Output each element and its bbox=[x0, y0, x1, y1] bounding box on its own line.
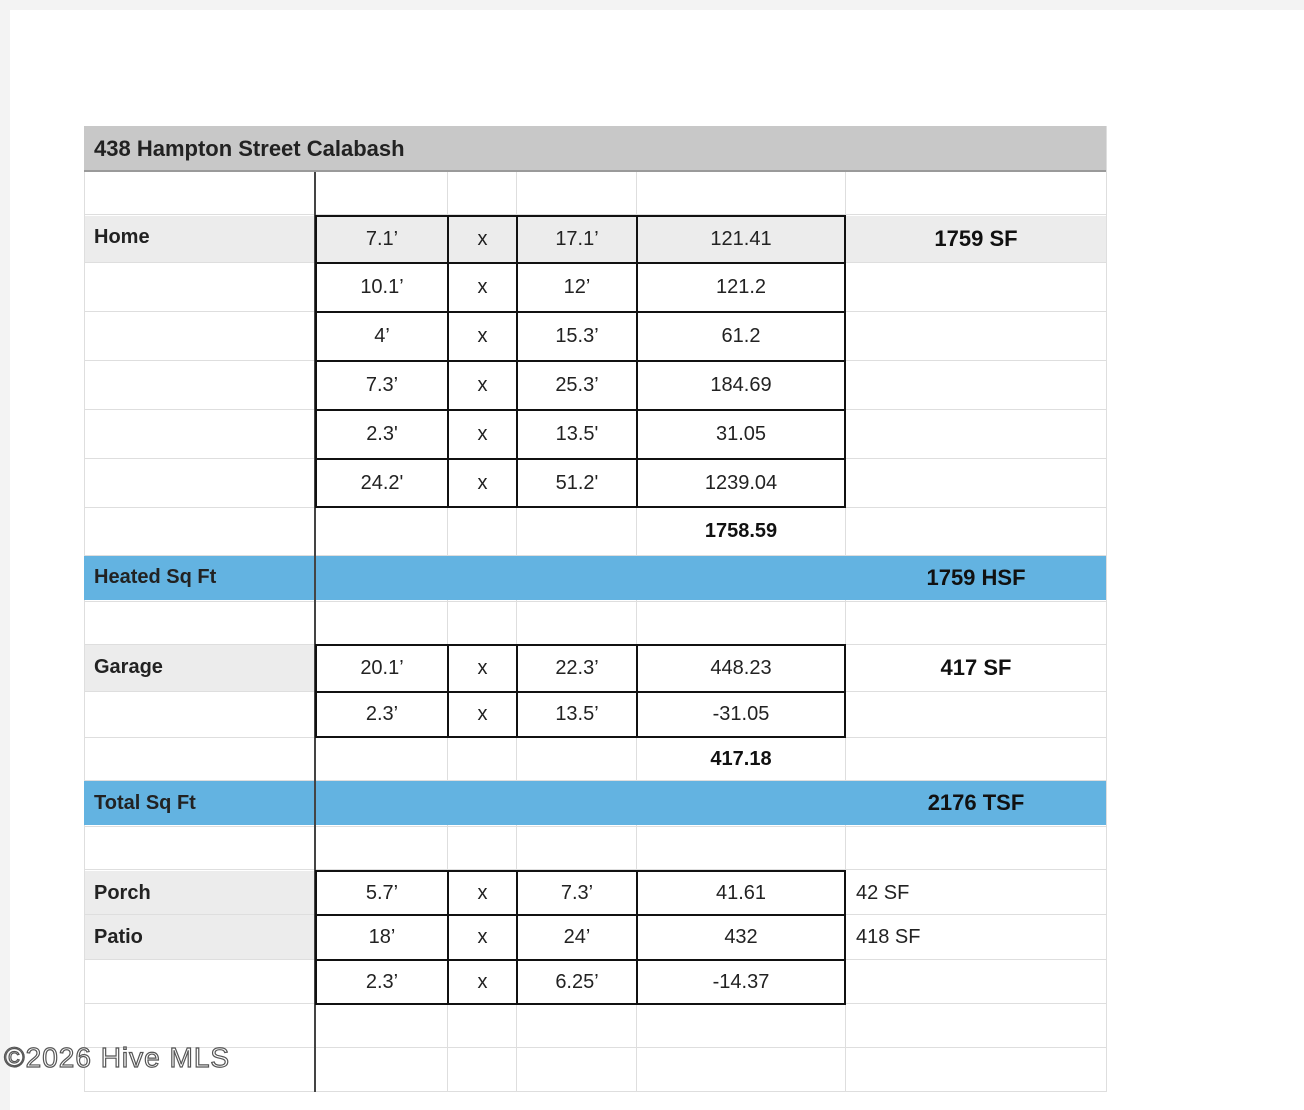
grid-line bbox=[84, 1047, 1106, 1048]
home-width-cell: 7.3’ bbox=[315, 360, 449, 411]
home-area-cell: 121.41 bbox=[636, 215, 846, 264]
garage-width-cell: 20.1’ bbox=[315, 644, 449, 693]
garage-area-cell: -31.05 bbox=[636, 691, 846, 738]
patio-area-cell: -14.37 bbox=[636, 959, 846, 1005]
porch-width-cell: 5.7’ bbox=[315, 870, 449, 916]
home-length-cell: 25.3’ bbox=[516, 360, 638, 411]
porch-area-cell: 41.61 bbox=[636, 870, 846, 916]
mls-watermark: ©2026 Hive MLS bbox=[4, 1042, 231, 1073]
home-total: 1759 SF bbox=[934, 226, 1018, 251]
home-times-cell: x bbox=[447, 458, 518, 508]
patio-width-cell: 2.3’ bbox=[315, 959, 449, 1005]
home-times-cell: x bbox=[447, 215, 518, 264]
home-width-cell: 7.1’ bbox=[315, 215, 449, 264]
home-width-cell: 10.1’ bbox=[315, 262, 449, 313]
home-width-cell: 4’ bbox=[315, 311, 449, 362]
grid-line bbox=[84, 126, 85, 1092]
home-area-cell: 121.2 bbox=[636, 262, 846, 313]
patio-times-cell: x bbox=[447, 959, 518, 1005]
home-area-cell: 1239.04 bbox=[636, 458, 846, 508]
patio-times-cell: x bbox=[447, 914, 518, 961]
home-length-cell: 15.3’ bbox=[516, 311, 638, 362]
home-length-cell: 13.5' bbox=[516, 409, 638, 460]
porch-times-cell: x bbox=[447, 870, 518, 916]
total-label: Total Sq Ft bbox=[94, 792, 196, 814]
heated-total: 1759 HSF bbox=[926, 565, 1026, 590]
total-sqft: 2176 TSF bbox=[927, 790, 1025, 815]
garage-length-cell: 22.3’ bbox=[516, 644, 638, 693]
porch-length-cell: 7.3’ bbox=[516, 870, 638, 916]
patio-total: 418 SF bbox=[856, 926, 921, 948]
patio-area-cell: 432 bbox=[636, 914, 846, 961]
garage-subtotal: 417.18 bbox=[710, 747, 772, 770]
patio-width-cell: 18’ bbox=[315, 914, 449, 961]
home-length-cell: 17.1’ bbox=[516, 215, 638, 264]
home-subtotal: 1758.59 bbox=[704, 519, 778, 542]
patio-label: Patio bbox=[94, 926, 143, 948]
home-times-cell: x bbox=[447, 360, 518, 411]
home-length-cell: 12’ bbox=[516, 262, 638, 313]
grid-line bbox=[1106, 126, 1107, 1092]
grid-line bbox=[84, 601, 1106, 602]
home-times-cell: x bbox=[447, 409, 518, 460]
heated-label: Heated Sq Ft bbox=[94, 566, 217, 588]
grid-line bbox=[84, 1091, 1106, 1092]
garage-area-cell: 448.23 bbox=[636, 644, 846, 693]
garage-length-cell: 13.5’ bbox=[516, 691, 638, 738]
home-width-cell: 24.2' bbox=[315, 458, 449, 508]
porch-label: Porch bbox=[94, 882, 151, 904]
home-label: Home bbox=[94, 226, 150, 248]
patio-length-cell: 24’ bbox=[516, 914, 638, 961]
garage-width-cell: 2.3’ bbox=[315, 691, 449, 738]
home-times-cell: x bbox=[447, 262, 518, 313]
home-area-cell: 31.05 bbox=[636, 409, 846, 460]
garage-label: Garage bbox=[94, 656, 163, 678]
home-area-cell: 61.2 bbox=[636, 311, 846, 362]
property-address: 438 Hampton Street Calabash bbox=[94, 136, 405, 161]
home-length-cell: 51.2' bbox=[516, 458, 638, 508]
porch-total: 42 SF bbox=[856, 882, 910, 904]
garage-times-cell: x bbox=[447, 644, 518, 693]
garage-times-cell: x bbox=[447, 691, 518, 738]
grid-line bbox=[84, 826, 1106, 827]
patio-length-cell: 6.25’ bbox=[516, 959, 638, 1005]
home-times-cell: x bbox=[447, 311, 518, 362]
home-area-cell: 184.69 bbox=[636, 360, 846, 411]
garage-total: 417 SF bbox=[940, 655, 1012, 680]
home-width-cell: 2.3' bbox=[315, 409, 449, 460]
